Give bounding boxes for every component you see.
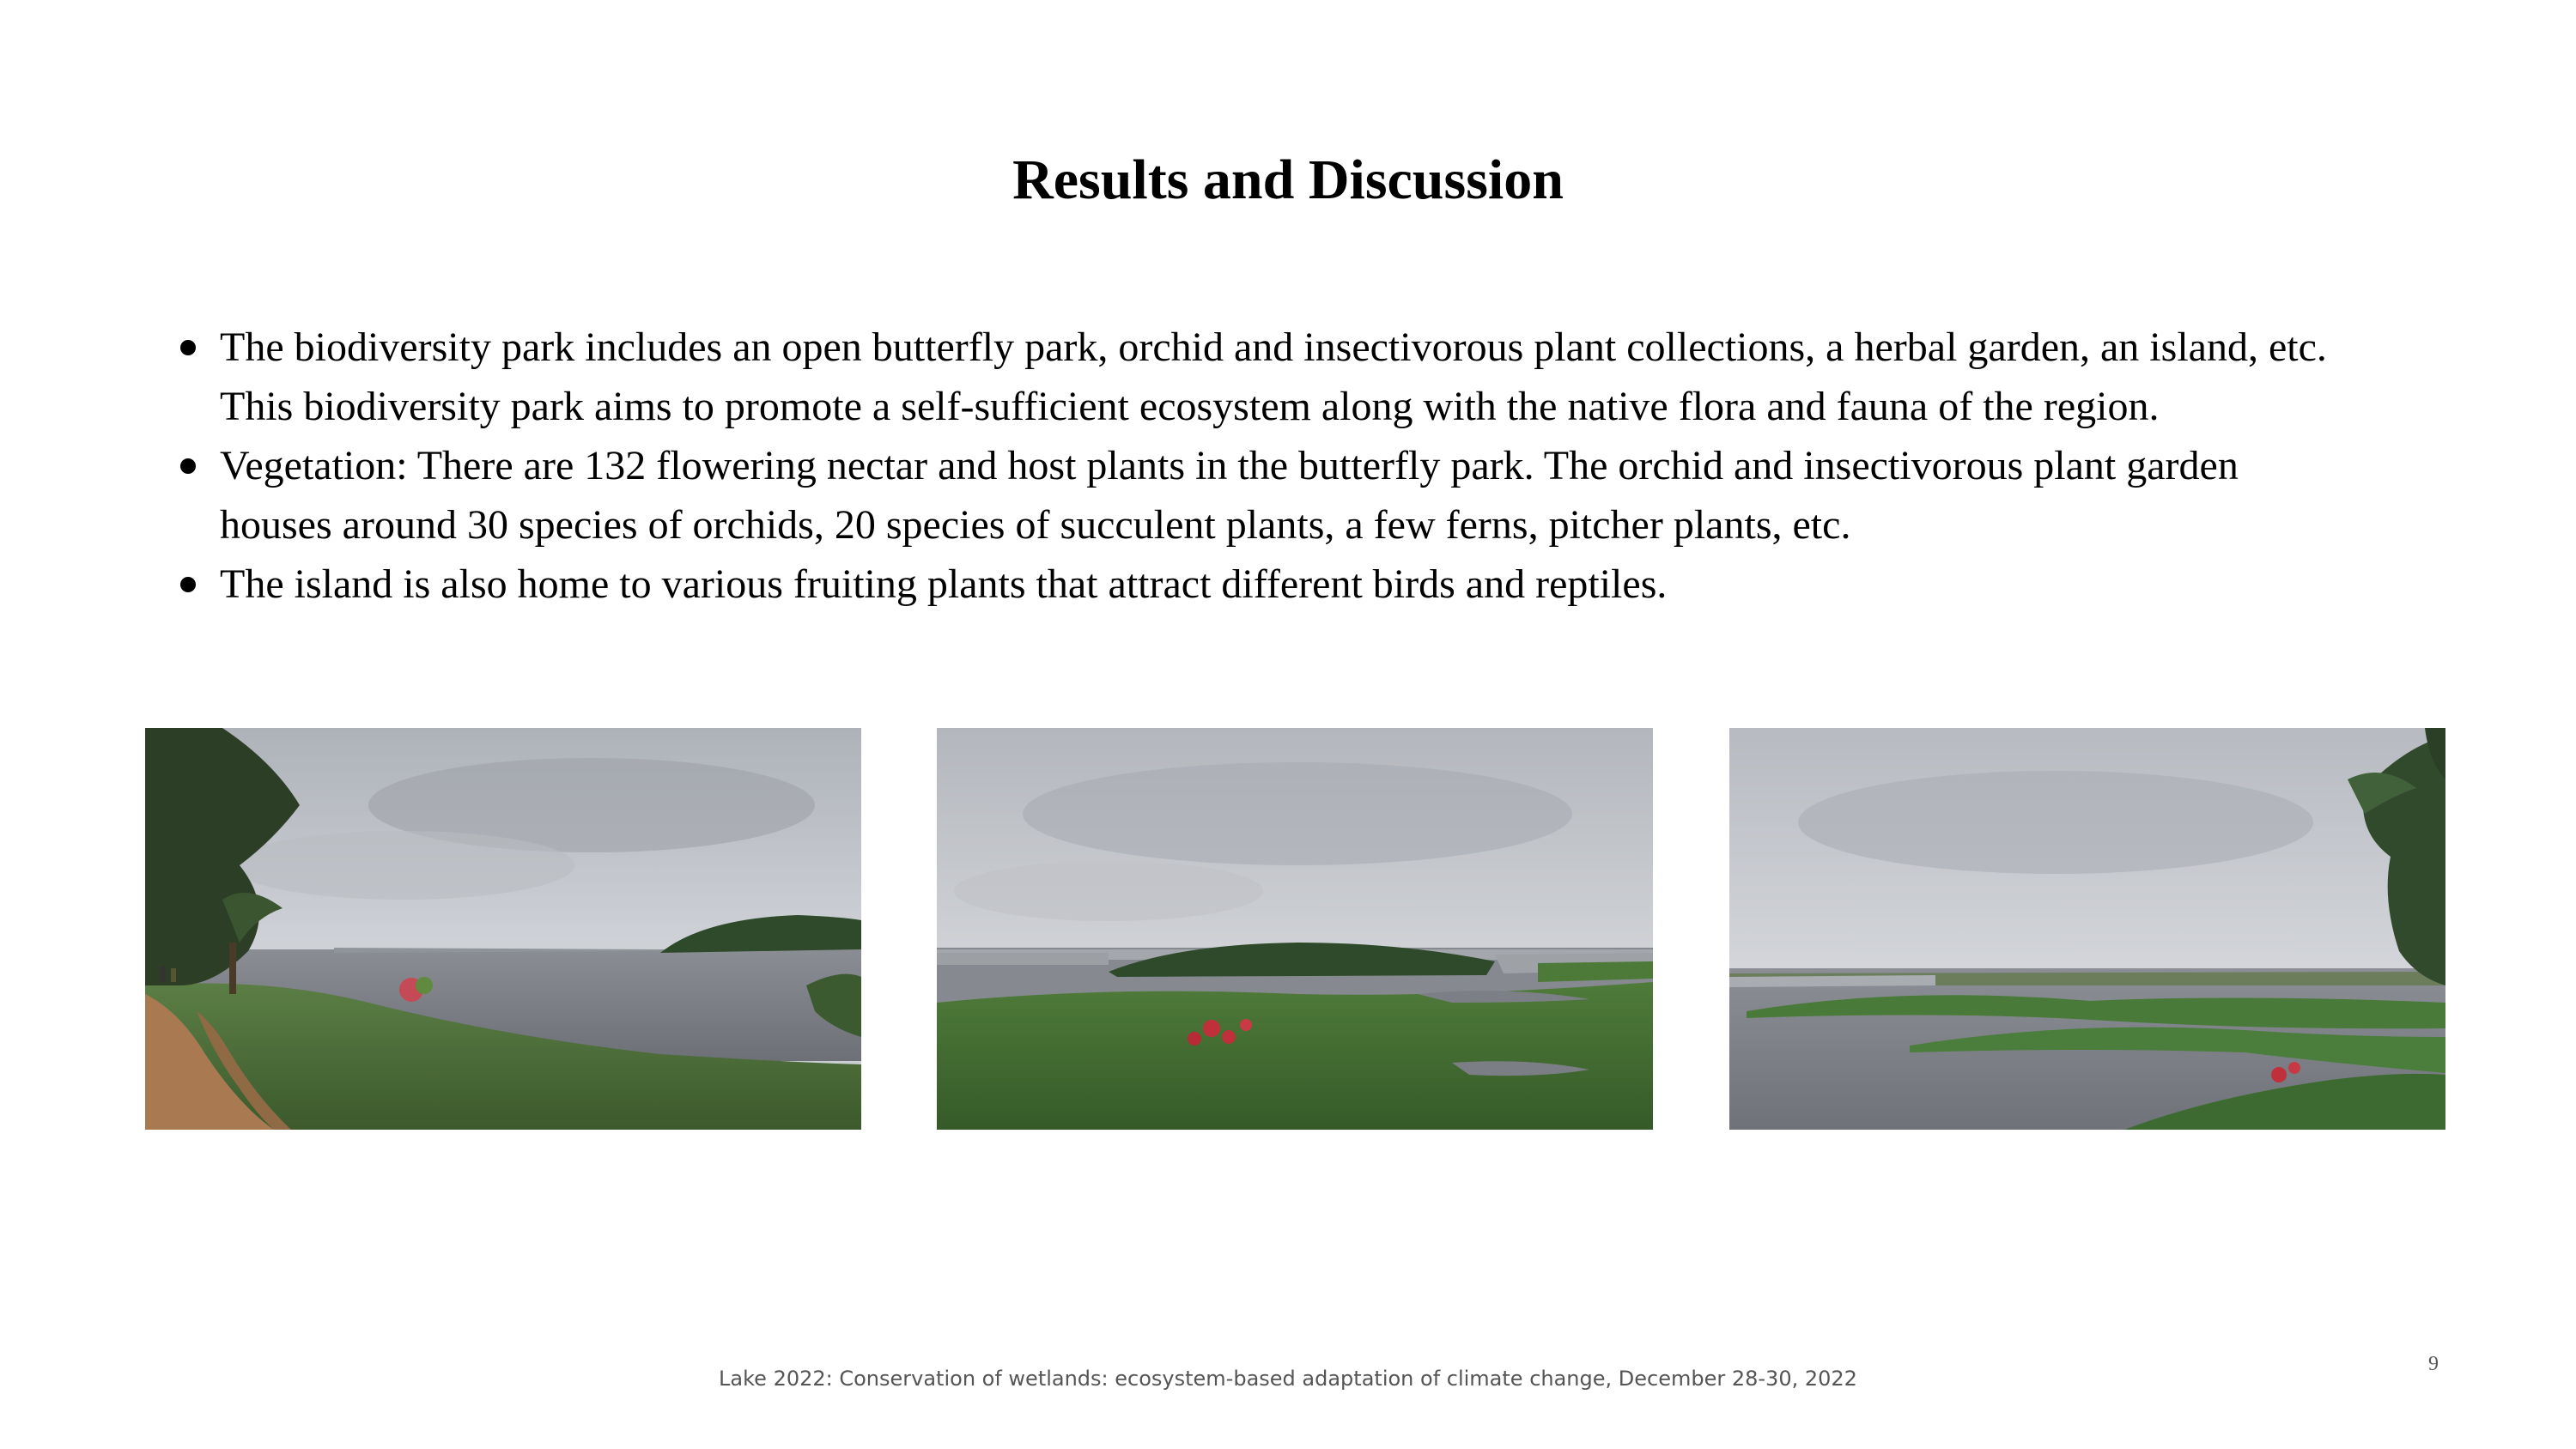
bullet-item — [180, 436, 2447, 555]
bullet-dot-icon — [180, 340, 196, 355]
bullet-dot-icon — [180, 577, 196, 592]
slide-title: Results and Discussion — [1012, 149, 1564, 211]
footer-text: Lake 2022: Conservation of wetlands: ecosystem-based adaptation of climate change, December 28-30, 2022 — [719, 1367, 1857, 1391]
bullet-item — [180, 318, 2447, 436]
bullet-item — [180, 555, 2447, 614]
bullet-line: Vegetation: There are 132 flowering nectar and host plants in the butterfly park. The orchid and insectivorous plant garden — [220, 443, 2239, 488]
lake-photo-island — [937, 728, 1653, 1130]
bullet-list — [180, 318, 2447, 614]
bullet-line: The biodiversity park includes an open butterfly park, orchid and insectivorous plant collections, a herbal garden, an island, etc. — [220, 324, 2327, 370]
bullet-line: This biodiversity park aims to promote a self-sufficient ecosystem along with the native flora and fauna of the region. — [220, 384, 2160, 429]
bullet-dot-icon — [180, 458, 196, 474]
bullet-line: houses around 30 species of orchids, 20 species of succulent plants, a few ferns, pitcher plants, etc. — [220, 502, 1851, 548]
bullet-line: The island is also home to various fruiting plants that attract different birds and reptiles. — [220, 561, 1668, 607]
page-number: 9 — [2428, 1353, 2439, 1375]
photo-row — [145, 728, 2446, 1130]
lake-photo-path — [145, 728, 861, 1130]
lake-photo-palm — [1729, 728, 2445, 1130]
